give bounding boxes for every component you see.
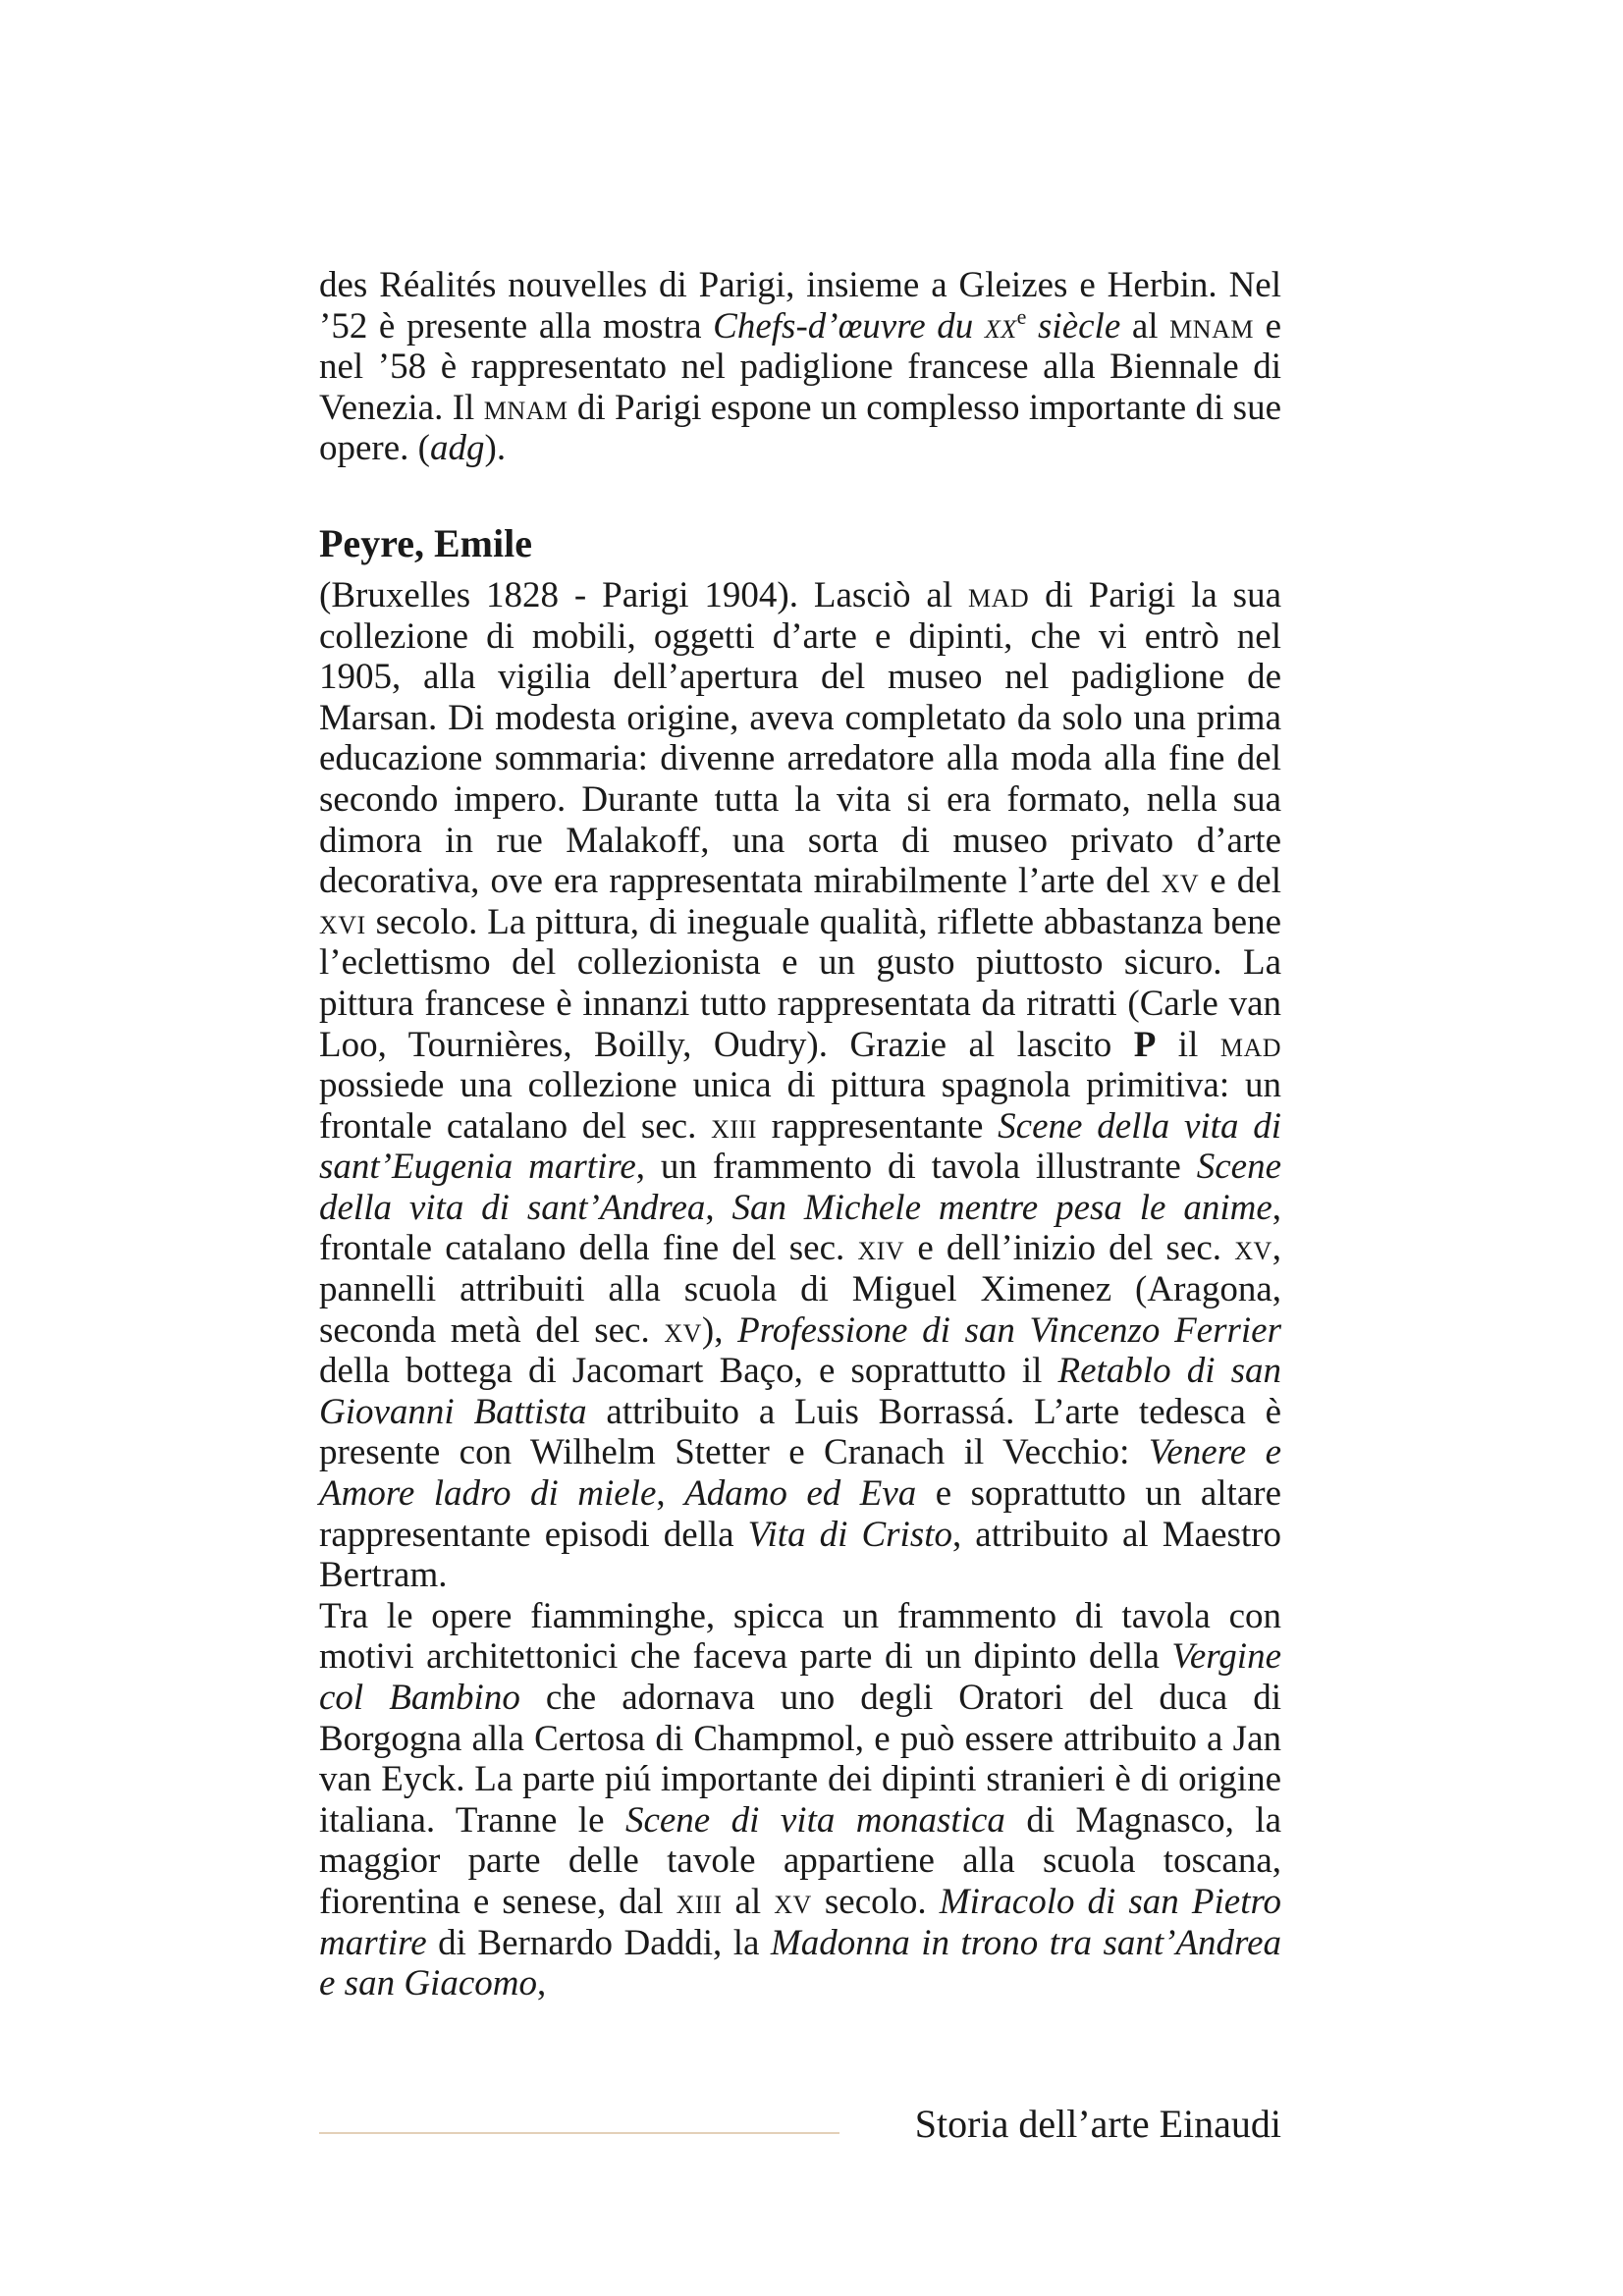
small-caps-span: xv [1161,861,1200,902]
text-span: e nel ’58 è rappresentato nel padiglione francese alla Biennale di Venezia. Il [319,305,1281,428]
continuation-paragraph [319,265,1281,469]
page-body [319,265,1281,2004]
small-caps-span: mnam [1169,305,1254,347]
italic-title-span: Adamo ed Eva [684,1473,917,1515]
text-span: e del [1199,861,1282,902]
text-span: des Réalités nouvelles di Parigi, insieme a Gleizes e Herbin. Nel ’52 è presente alla mostra [319,265,1281,347]
entry-paragraph-1 [319,575,1281,1596]
italic-title-span: Scene di vita monastica [624,1799,1005,1841]
small-caps-span: xiii [676,1881,723,1922]
small-caps-span: xvi [319,901,366,942]
text-span: al [1120,305,1170,347]
text-span: al [722,1881,775,1922]
entry-heading: Peyre, Emile [319,520,532,565]
small-caps-span: xv [774,1881,812,1922]
small-caps-span: xiii [711,1105,757,1147]
text-span: attribuito a Luis Borrassá. L’arte tedesca è presente con Wilhelm Stetter e Cranach il Vecchio: [319,1391,1281,1473]
text-span: , un frammento di tavola illustrante [635,1147,1197,1188]
text-span: , [536,1963,547,2004]
italic-title-span: Madonna in trono tra sant’Andrea e san Giacomo [319,1922,1281,2004]
text-span: della bottega di Jacomart Baço, e soprattutto il [319,1351,1058,1392]
small-caps-span: mad [1219,1024,1282,1065]
small-caps-span: mad [968,574,1030,615]
text-span: di Magnasco, la maggior parte delle tavole appartiene alla scuola toscana, fiorentina e senese, dal [319,1799,1281,1922]
italic-title-span: San Michele mentre pesa le anime [731,1187,1272,1228]
text-span: (Bruxelles 1828 - Parigi 1904). Lasciò al [319,574,969,615]
text-span: secolo. [811,1881,940,1922]
text-span: rappresentante [756,1105,999,1147]
italic-title-span: adg [430,428,485,469]
text-span: il [1156,1024,1220,1065]
italic-title-span: Scene della vita di sant’Eugenia martire [319,1105,1282,1188]
text-span: , [656,1473,685,1515]
text-span: secolo. La pittura, di ineguale qualità, riflette abbastanza bene l’eclettismo del collezionista e un gusto piuttosto sicuro. La pittura francese è innanzi tutto rappresentata da ritratti (Carle van Loo, Tournières, Boilly, Oudry). Grazie al lascito [319,901,1281,1065]
italic-title-span: Vita di Cristo [747,1514,952,1555]
text-span: ), [701,1309,738,1351]
text-span: Tra le opere fiamminghe, spicca un frammento di tavola con motivi architettonici che faceva parte di un dipinto della [319,1595,1281,1678]
text-span: di Parigi espone un complesso importante di sue opere. ( [319,387,1281,469]
text-span: di Parigi la sua collezione di mobili, oggetti d’arte e dipinti, che vi entrò nel 1905, alla vigilia dell’apertura del museo nel padiglione de Marsan. Di modesta origine, aveva completato da solo una prima educazione sommaria: divenne arredatore alla moda alla fine del secondo impero. Durante tutta la vita si era formato, nella sua dimora in rue Malakoff, una sorta di museo privato d’arte decorativa, ove era rappresentata mirabilmente l’arte del [319,574,1281,902]
text-span: che adornava uno degli Oratori del duca di Borgogna alla Certosa di Champmol, e può essere attribuito a Jan van Eyck. La parte piú importante dei dipinti stranieri è di origine italiana. Tranne le [319,1678,1281,1841]
small-caps-span: mnam [483,387,568,428]
italic-title-span: Scene della vita di sant’Andrea [319,1147,1281,1228]
italic-title-span: Venere e Amore ladro di miele [319,1432,1281,1515]
bold-abbrev-span: P [1133,1024,1157,1065]
text-span: possiede una collezione unica di pittura spagnola primitiva: un frontale catalano del sec. [319,1065,1281,1147]
text-span: , pannelli attribuiti alla scuola di Miguel Ximenez (Aragona, seconda metà del sec. [319,1228,1281,1351]
italic-title-span: Miracolo di san Pietro martire [319,1881,1282,1963]
entry-paragraph-2 [319,1596,1281,2004]
italic-title-span: Professione di san Vincenzo Ferrier [737,1309,1281,1351]
text-span: , attribuito al Maestro Bertram. [319,1514,1281,1596]
text-span: , frontale catalano della fine del sec. [319,1187,1281,1269]
small-caps-span: xv [1234,1228,1272,1269]
italic-title-span: xx [984,305,1017,347]
text-span: ). [484,428,507,469]
italic-title-span: siècle [1026,305,1121,347]
small-caps-span: xiv [857,1228,905,1269]
italic-title-span: Vergine col Bambino [319,1636,1281,1718]
text-span: , [705,1187,732,1228]
italic-title-span: Chefs-d’œuvre du [713,305,985,347]
text-span: di Bernardo Daddi, la [426,1922,771,1963]
superscript-span: e [1016,303,1027,329]
footer-rule [319,2132,839,2134]
small-caps-span: xv [664,1309,702,1351]
italic-title-span: Retablo di san Giovanni Battista [319,1351,1281,1432]
page-footer [319,2101,1281,2150]
text-span: e soprattutto un altare rappresentante episodi della [319,1473,1281,1555]
text-span: e dell’inizio del sec. [904,1228,1235,1269]
footer-title: Storia dell’arte Einaudi [914,2102,1281,2146]
